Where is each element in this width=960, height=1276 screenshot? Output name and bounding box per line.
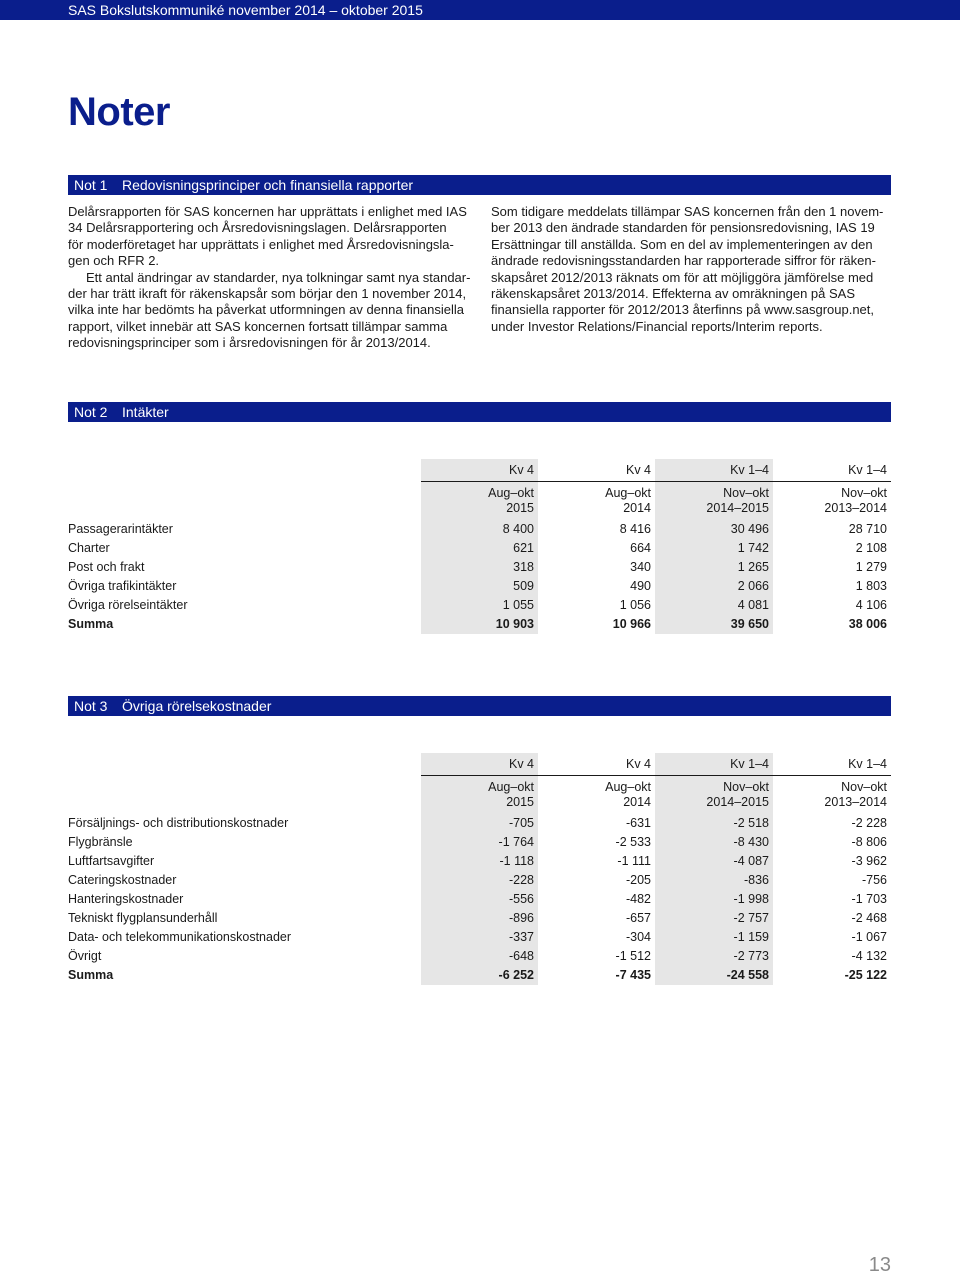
col-header-range: Nov–okt 2013–2014 [824,485,887,515]
row-label: Post och frakt [68,559,145,574]
row-label: Luftfartsavgifter [68,853,155,868]
table-row [68,890,891,909]
cell-value: 1 056 [619,597,651,612]
sum-value: 10 903 [421,615,538,634]
row-label: Flygbränsle [68,834,133,849]
cell-value: 2 066 [655,577,773,596]
cell-value: 2 108 [855,540,887,555]
report-header-bar [0,0,960,20]
note-1-paragraph-2 [68,270,476,352]
cell-value: 1 265 [655,558,773,577]
sum-value: -25 122 [844,967,887,982]
cell-value: -1 764 [421,833,538,852]
table-row [68,947,891,966]
note-1-heading [68,175,891,195]
cell-value: -631 [625,815,651,830]
table-row [68,596,891,615]
cell-value: 1 742 [655,539,773,558]
header-blank [68,776,421,814]
header-blank [68,459,421,482]
row-label: Passagerarintäkter [68,521,173,536]
col-header-range: Aug–okt 2014 [605,779,651,809]
row-label: Charter [68,540,110,555]
cell-value: 664 [630,540,651,555]
cell-value: -304 [625,929,651,944]
col-header-range: Nov–okt 2014–2015 [655,482,773,520]
table-header-range-row [68,482,891,520]
text-line: skapsåret 2012/2013 räknats om för att möjliggöra jämförelse med [491,269,874,285]
cell-value: 8 416 [619,521,651,536]
note-2-revenue-table [68,459,891,634]
row-label: Övrigt [68,948,102,963]
text-line: Ersättningar till anställda. Som en del av implementeringen av den [491,236,873,252]
cell-value: -1 998 [655,890,773,909]
table-row [68,539,891,558]
row-label: Data- och telekommunikationskostnader [68,929,292,944]
col-header-period: Kv 4 [538,753,655,776]
col-header-period: Kv 4 [421,459,538,482]
report-header-title: SAS Bokslutskommuniké november 2014 – oktober 2015 [68,2,423,18]
cell-value: -8 806 [851,834,887,849]
cell-value: 621 [421,539,538,558]
text-line: ändrade redovisningsstandarden har rapporterade siffror för räken- [491,253,876,269]
cell-value: 1 279 [855,559,887,574]
cell-value: -1 512 [615,948,651,963]
col-header-period: Kv 1–4 [773,753,891,776]
table-header-range-row [68,776,891,814]
row-label: Hanteringskostnader [68,891,184,906]
row-label: Cateringskostnader [68,872,177,887]
table-sum-row [68,966,891,985]
sum-label: Summa [68,967,114,982]
cell-value: -205 [625,872,651,887]
header-blank [68,482,421,520]
sum-value: -24 558 [655,966,773,985]
cell-value: 4 081 [655,596,773,615]
cell-value: -8 430 [655,833,773,852]
note-3-other-operating-expenses-table [68,753,891,985]
cell-value: -482 [625,891,651,906]
text-line: redovisningsprinciper som i årsredovisningen för år 2013/2014. [68,335,431,351]
cell-value: -4 132 [851,948,887,963]
cell-value: 8 400 [421,520,538,539]
table-row [68,520,891,539]
cell-value: 1 055 [421,596,538,615]
sum-value: 39 650 [655,615,773,634]
text-line: räkenskapsåret 2013/2014. Effekterna av omräkningen på SAS [491,286,855,302]
cell-value: 30 496 [655,520,773,539]
row-label: Övriga trafikintäkter [68,578,177,593]
note-1-left-column [68,204,476,352]
text-line: ber 2013 den ändrade standarden för pensionsredovisning, IAS 19 [491,220,875,236]
note-2-heading [68,402,891,422]
cell-value: -2 533 [615,834,651,849]
cell-value: -896 [421,909,538,928]
sum-value: -6 252 [421,966,538,985]
table-row [68,852,891,871]
cell-value: 318 [421,558,538,577]
text-line: 34 Delårsrapportering och Årsredovisningslagen. Delårsrapporten [68,220,447,236]
header-blank [68,753,421,776]
cell-value: -836 [655,871,773,890]
cell-value: -2 773 [655,947,773,966]
cell-value: 509 [421,577,538,596]
row-label: Övriga rörelseintäkter [68,597,188,612]
table-row [68,814,891,833]
text-line: vilka inte har bedömts ha påverkat utformningen av denna finansiella [68,302,465,318]
note-1-title: Redovisningsprinciper och finansiella rapporter [122,177,414,193]
page-number: 13 [868,1254,891,1276]
text-line: finansiella rapporter för 2012/2013 återfinns på www.sasgroup.net, [491,302,875,318]
note-3-heading [68,696,891,716]
col-header-range: Nov–okt 2014–2015 [655,776,773,814]
sum-label: Summa [68,616,114,631]
cell-value: -1 118 [421,852,538,871]
cell-value: -1 067 [851,929,887,944]
cell-value: 1 803 [855,578,887,593]
cell-value: -556 [421,890,538,909]
col-header-range: Nov–okt 2013–2014 [824,779,887,809]
text-line: Delårsrapporten för SAS koncernen har upprättats i enlighet med IAS [68,204,467,219]
note-1-paragraph-1 [68,204,476,270]
cell-value: -1 159 [655,928,773,947]
col-header-period: Kv 1–4 [655,753,773,776]
cell-value: -3 962 [851,853,887,868]
row-label: Tekniskt flygplansunderhåll [68,910,218,925]
table-row [68,558,891,577]
cell-value: 490 [630,578,651,593]
text-line: gen och RFR 2. [68,253,160,269]
text-line: rapport, vilket innebär att SAS koncernen fortsatt tillämpar samma [68,318,448,334]
cell-value: -2 468 [851,910,887,925]
cell-value: 340 [630,559,651,574]
table-header-period-row [68,459,891,482]
text-line: för moderföretaget har upprättats i enlighet med Årsredovisningsla- [68,236,454,252]
cell-value: -1 111 [617,853,651,868]
text-line: under Investor Relations/Financial reports/Interim reports. [491,318,823,334]
cell-value: -648 [421,947,538,966]
cell-value: -228 [421,871,538,890]
table-header-period-row [68,753,891,776]
sum-value: 38 006 [848,616,887,631]
col-header-period: Kv 4 [421,753,538,776]
note-3-title: Övriga rörelsekostnader [122,698,272,714]
col-header-range: Aug–okt 2015 [421,482,538,520]
row-label: Försäljnings- och distributionskostnader [68,815,289,830]
note-2-title: Intäkter [122,404,169,420]
cell-value: -705 [421,814,538,833]
cell-value: -4 087 [655,852,773,871]
table-row [68,909,891,928]
cell-value: 4 106 [855,597,887,612]
col-header-period: Kv 1–4 [655,459,773,482]
text-line: Som tidigare meddelats tillämpar SAS koncernen från den 1 novem- [491,204,884,219]
col-header-period: Kv 1–4 [773,459,891,482]
col-header-period: Kv 4 [538,459,655,482]
table-row [68,577,891,596]
note-1-right-column [491,204,891,335]
table-row [68,871,891,890]
text-line: Ett antal ändringar av standarder, nya tolkningar samt nya standar- [86,269,471,285]
cell-value: -337 [421,928,538,947]
cell-value: -2 757 [655,909,773,928]
cell-value: 28 710 [848,521,887,536]
cell-value: -756 [861,872,887,887]
col-header-range: Aug–okt 2015 [421,776,538,814]
sum-value: 10 966 [612,616,651,631]
text-line: der har trätt ikraft för räkenskapsår som börjar den 1 november 2014, [68,286,467,302]
note-1-number: Not 1 [74,177,108,193]
page-title: Noter [68,90,170,134]
cell-value: -2 518 [655,814,773,833]
note-3-number: Not 3 [74,698,108,714]
sum-value: -7 435 [615,967,651,982]
note-2-number: Not 2 [74,404,108,420]
table-row [68,833,891,852]
table-sum-row [68,615,891,634]
col-header-range: Aug–okt 2014 [605,485,651,515]
cell-value: -1 703 [851,891,887,906]
cell-value: -2 228 [851,815,887,830]
cell-value: -657 [625,910,651,925]
table-row [68,928,891,947]
